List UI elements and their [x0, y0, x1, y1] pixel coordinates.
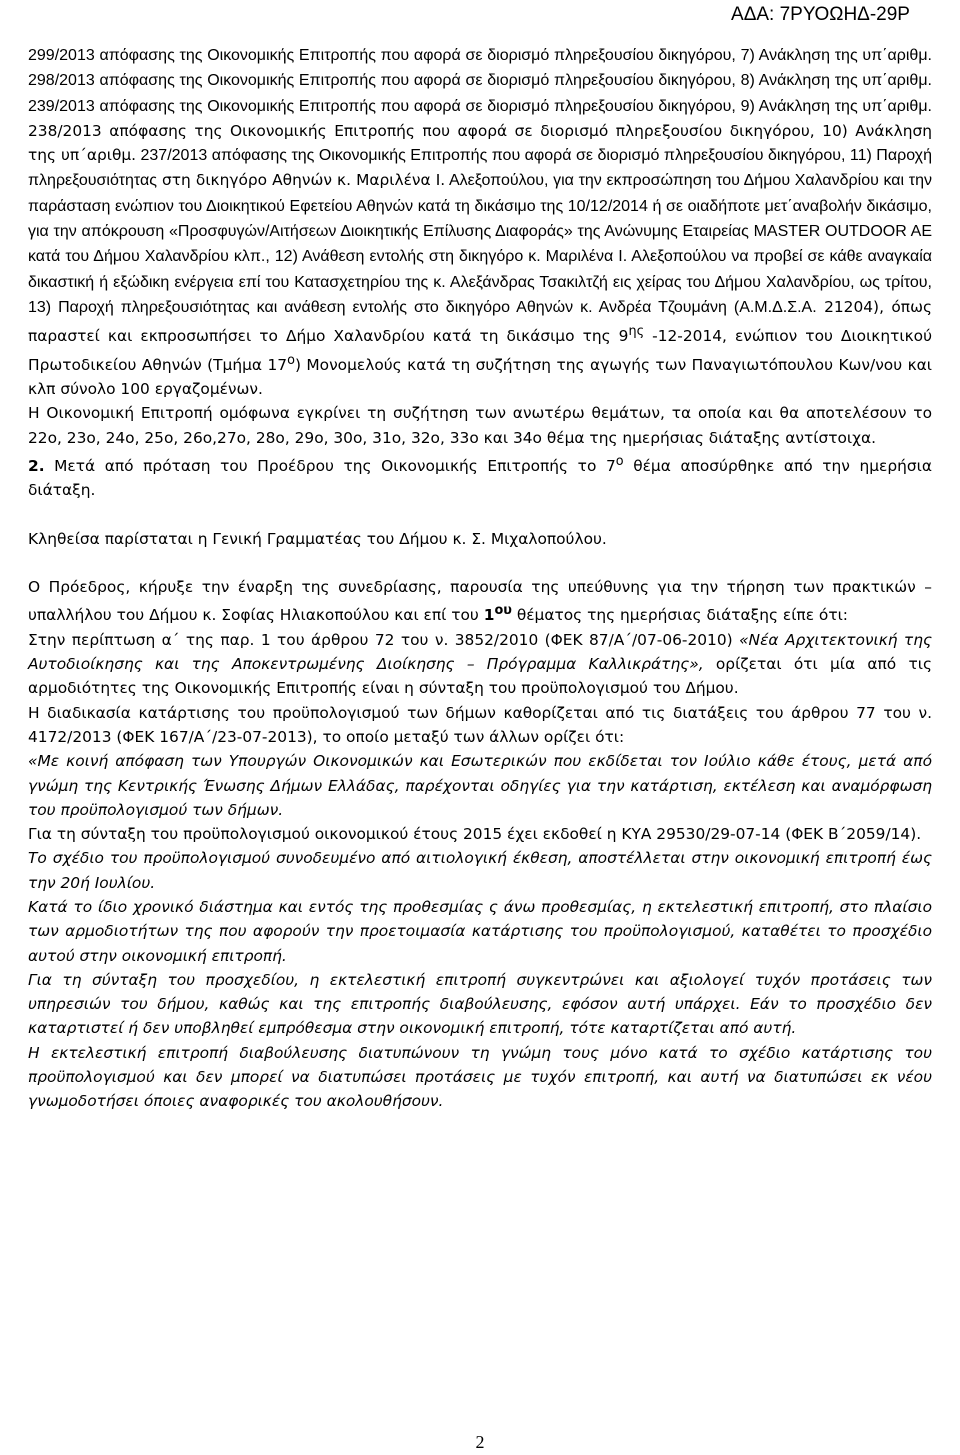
text-segment: 21204), όπως παραστεί και εκπροσωπήσει το Δήμο Χαλανδρίου κατά τη δικάσιμο της 9	[28, 297, 932, 346]
paragraph-approval	[28, 401, 932, 450]
paragraph-opening	[28, 575, 932, 628]
text-segment: Αλεξάνδρας Τσακιλτζή εις χείρας του Δήμου Χαλανδρίου, ως τρίτου, 13) Παροχή πληρεξουσιότητας και ανάθεση εντολής στο δικηγόρο Αθηνών κ. Ανδρέα Τζουμάνη (Α.Μ.Δ.Σ.Α.	[28, 273, 933, 316]
superscript: ης	[628, 324, 645, 340]
text-segment: Αλεξοπούλου, για την εκπροσώπηση του Δήμου Χαλανδρίου και την παράσταση ενώπιον του Διοικητικού Εφετείου Αθηνών κατά τη δικάσιμο της 10/12/2014 ή σε οιαδήποτε μετ΄αναβολήν δικάσιμο, για την απόκρουση «Προσφυγών/Αιτήσεων Διοικητικής Επίλυσης Διαφοράς» της Ανώνυμης Εταιρείας MASTER OUTDOOR AE κατά του Δήμου Χαλανδρίου κλπ., 12) Ανάθεση εντολής στη δικηγόρο κ. Μαριλένα Ι.	[28, 172, 932, 266]
text-segment: θέμα της ημερήσιας διάταξης αντίστοιχα.	[541, 428, 877, 447]
paragraph-quote-2: Το σχέδιο του προϋπολογισμού συνοδευμένο από αιτιολογική έκθεση, αποστέλλεται στην οικονομική επιτροπή έως την 20ή Ιουλίου.	[28, 849, 932, 892]
text-segment: Αλεξοπούλου να προβεί σε κάθε αναγκαία δικαστική ή εξώδικη ενέργεια επί του Κατασχετηρίου της κ.	[28, 248, 933, 291]
paragraph-quote-4: Για τη σύνταξη του προσχεδίου, η εκτελεστική επιτροπή συγκεντρώνει και αξιολογεί τυχόν προτάσεις των υπηρεσιών του δήμου, καθώς και της επιτροπής διαβούλευσης, εφόσον αυτή υπάρχει. Εάν το προσχέδιο δεν καταρτιστεί ή δεν υποβληθεί εμπρόθεσμα στην οικονομική επιτροπή, τότε καταρτίζεται από αυτή.	[28, 970, 932, 1038]
text-segment: Ο Πρόεδρος, κήρυξε την έναρξη της συνεδρίασης, παρουσία της υπεύθυνης για την τήρηση των πρακτικών – υπαλλήλου του Δήμου κ. Σοφίας Ηλιακοπούλου και επί του	[28, 578, 932, 625]
page-number: 2	[475, 1432, 485, 1452]
paragraph-quote-1: «Με κοινή απόφαση των Υπουργών Οικονομικών και Εσωτερικών που εκδίδεται τον Ιούλιο κάθε έτους, μετά από γνώμη της Κεντρικής Ένωσης Δήμων Ελλάδας, παρέχονται οδηγίες για την κατάρτιση, εκτέλεση και αναμόρφωση του προϋπολογισμού των δήμων.	[28, 752, 932, 819]
text-segment: ) Μονομελούς κατά τη συζήτηση της αγωγής των Παναγιωτόπουλου Κων/νου και κλπ σύνολο 100 εργαζομένων.	[28, 355, 933, 399]
superscript: ο	[287, 352, 295, 368]
paragraph-kya: Για τη σύνταξη του προϋπολογισμού οικονομικού έτους 2015 έχει εκδοθεί η ΚΥΑ 29530/29-07-14 (ΦΕΚ Β΄2059/14).	[28, 825, 922, 844]
superscript: ου	[494, 603, 512, 619]
law-title: «Νέα Αρχιτεκτονική της Αυτοδιοίκησης και της Αποκεντρωμένης Διοίκησης – Πρόγραμμα Καλλικράτης»,	[28, 630, 932, 674]
superscript: ο	[615, 454, 624, 469]
text-segment: θέματος της ημερήσιας διάταξης είπε ότι:	[511, 606, 848, 625]
paragraph-quote-3: Κατά το ίδιο χρονικό διάστημα και εντός της προθεσμίας ς άνω προθεσμίας, η εκτελεστική επιτροπή, στο πλαίσιο των αρμοδιοτήτων της που αφορούν την προετοιμασία κατάρτισης του προϋπολογισμού, καταθέτει το προσχέδιο αυτού στην οικονομική επιτροπή.	[28, 898, 932, 965]
topic-number: 1	[483, 606, 495, 625]
document-code: ΑΔΑ: 7ΡΥΟΩΗΔ-29Ρ	[731, 4, 910, 25]
text-segment: 238/2013 απόφασης της Οικονομικής Επιτροπής που αφορά σε διορισμό πληρεξουσίου δικηγόρου, 10) Ανάκληση της υπ΄αριθμ.	[28, 121, 932, 165]
paragraph-law-reference	[28, 628, 932, 701]
text-segment: Στην περίπτωση α΄ της παρ. 1 του άρθρου 72 του ν. 3852/2010 (ΦΕΚ 87/Α΄/07-06-2010)	[28, 630, 733, 649]
text-segment: στη δικηγόρο Αθηνών κ. Μαριλένα Ι.	[156, 171, 446, 190]
spacer	[28, 503, 932, 527]
text-segment: θέμα αποσύρθηκε από την ημερήσια διάταξη.	[28, 457, 932, 500]
items-list: ο, 23ο, 24ο, 25ο, 26ο,27ο, 28ο, 29ο, 30ο, 31ο, 32ο, 33ο και 34ο	[47, 428, 542, 447]
text-segment: 299/2013 απόφασης της Οικονομικής Επιτροπής που αφορά σε διορισμό πληρεξουσίου δικηγόρου, 7) Ανάκληση της υπ΄αριθμ. 298/2013 απόφασης της Οικονομικής Επιτροπής που αφορά σε διορισμό πληρεξουσίου δικηγόρου, 8) Ανάκληση της υπ΄αριθμ. 239/2013 απόφασης της Οικονομικής Επιτροπής που αφορά σε διορισμό πληρεξουσίου δικηγόρου, 9) Ανάκληση της υπ΄αριθμ.	[28, 47, 932, 115]
text-segment: 237/2013 απόφασης της Οικονομικής Επιτροπής που αφορά σε διορισμό πληρεξουσίου δικηγόρου, 11) Παροχή πληρεξουσιότητας	[28, 147, 932, 190]
text-segment: Μετά από πρόταση του Προέδρου της Οικονομικής Επιτροπής το 7	[44, 457, 616, 476]
item-number: 2.	[28, 457, 45, 476]
paragraph-quote-5: Η εκτελεστική επιτροπή διαβούλευσης διατυπώνουν τη γνώμη τους μόνο κατά το σχέδιο κατάρτισης του προϋπολογισμού και δεν μπορεί να διατυπώσει προτάσεις με τυχόν επιτροπή, και αυτή να διατυπώσει εκ νέου γνωμοδοτήσει όποιες αναφορικές του ακολουθήσουν.	[28, 1043, 932, 1111]
paragraph-revocations	[28, 43, 932, 401]
paragraph-withdrawal	[28, 450, 932, 503]
document-body	[28, 43, 932, 1114]
paragraph-secretary: Κληθείσα παρίσταται η Γενική Γραμματέας του Δήμου κ. Σ. Μιχαλοπούλου.	[28, 529, 607, 548]
text-segment: Η Οικονομική Επιτροπή ομόφωνα εγκρίνει τη συζήτηση των ανωτέρω θεμάτων, τα οποία και θα αποτελέσουν το 22	[28, 404, 932, 447]
spacer	[28, 551, 932, 575]
text-segment: ορίζεται ότι μία από τις αρμοδιότητες της Οικονομικής Επιτροπής είναι η σύνταξη του προϋπολογισμού του Δήμου.	[28, 655, 932, 698]
paragraph-procedure: Η διαδικασία κατάρτισης του προϋπολογισμού των δήμων καθορίζεται από τις διατάξεις του άρθρου 77 του ν. 4172/2013 (ΦΕΚ 167/Α΄/23-07-2013), το οποίο μεταξύ των άλλων ορίζει ότι:	[28, 703, 932, 746]
text-segment: -12-2014, ενώπιον του Διοικητικού Πρωτοδικείου Αθηνών (Τμήμα 17	[28, 327, 932, 374]
